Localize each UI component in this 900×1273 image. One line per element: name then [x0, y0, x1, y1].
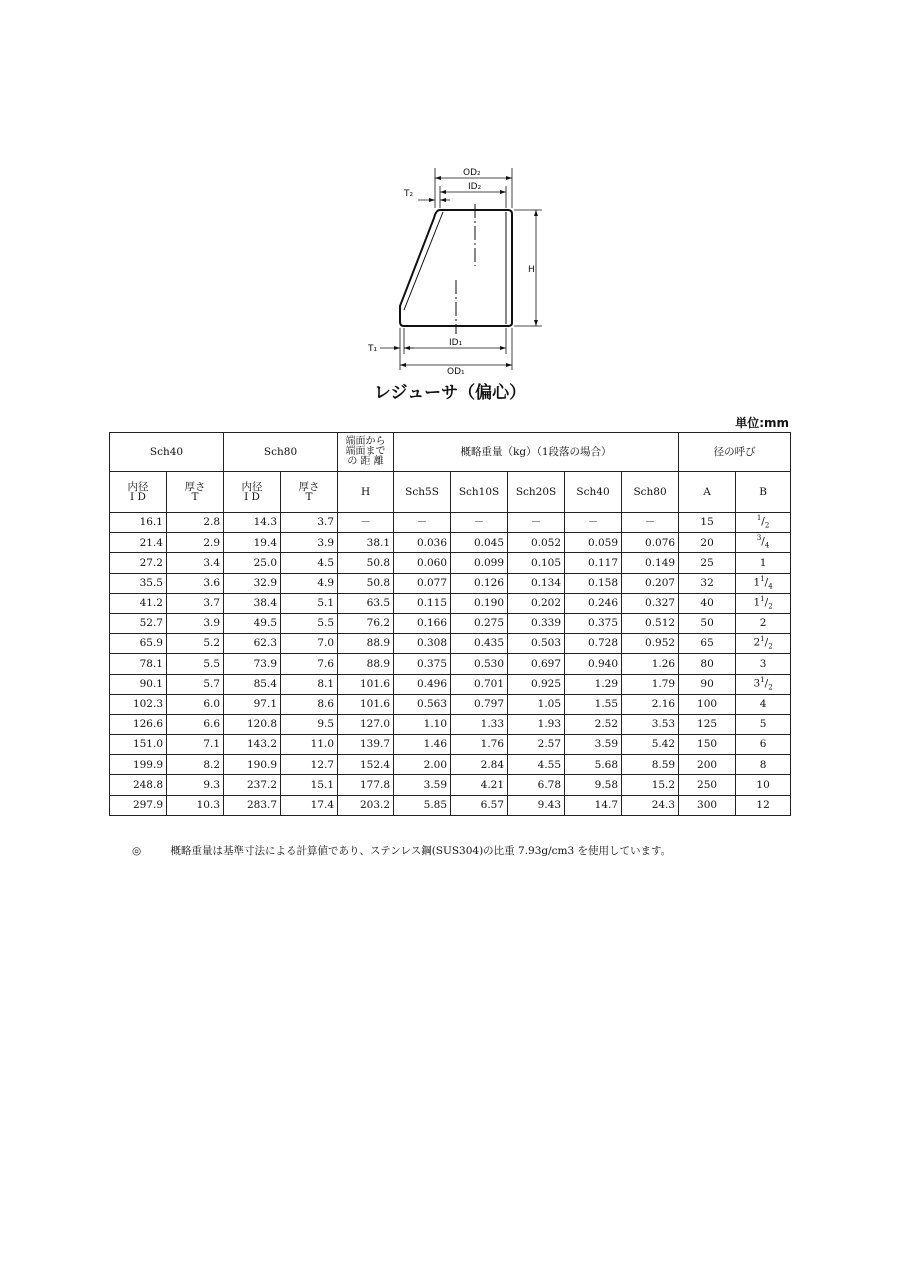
header-sch80: Sch80: [224, 433, 338, 472]
cell-weight-sch5s: 0.308: [394, 634, 451, 654]
subheader-sch20s: Sch20S: [508, 472, 565, 513]
cell-weight-sch10s: 0.099: [451, 553, 508, 573]
table-row: [110, 573, 791, 593]
subheader-id40: 内径 I D: [110, 472, 167, 513]
cell-nominal-b: 3: [736, 654, 791, 674]
cell-id-sch40: 151.0: [110, 735, 167, 755]
subheader-sch10s: Sch10S: [451, 472, 508, 513]
cell-nominal-a: 90: [679, 674, 736, 694]
unit-label: 単位:mm: [735, 416, 789, 430]
cell-id-sch40: 21.4: [110, 533, 167, 553]
cell-h: 101.6: [338, 674, 394, 694]
cell-weight-sch40: 0.059: [565, 533, 622, 553]
table-row: [110, 654, 791, 674]
cell-id-sch40: 41.2: [110, 593, 167, 613]
cell-weight-sch5s: 3.59: [394, 775, 451, 795]
cell-weight-sch40: 0.375: [565, 613, 622, 633]
table-row: [110, 613, 791, 633]
cell-weight-sch40: 1.55: [565, 694, 622, 714]
cell-weight-sch80: 0.512: [622, 613, 679, 633]
cell-id-sch80: 49.5: [224, 613, 281, 633]
cell-nominal-b: 10: [736, 775, 791, 795]
cell-nominal-a: 250: [679, 775, 736, 795]
cell-t-sch40: 6.0: [167, 694, 224, 714]
cell-weight-sch80: 1.26: [622, 654, 679, 674]
label-id1: ID₁: [449, 338, 463, 348]
label-t1: T₁: [368, 344, 378, 354]
cell-h: 88.9: [338, 634, 394, 654]
cell-nominal-a: 32: [679, 573, 736, 593]
subheader-h: H: [338, 472, 394, 513]
table-body: [110, 513, 791, 816]
cell-weight-sch10s: 0.797: [451, 694, 508, 714]
cell-h: 203.2: [338, 795, 394, 815]
cell-t-sch80: 5.1: [281, 593, 338, 613]
cell-t-sch80: 7.0: [281, 634, 338, 654]
cell-weight-sch20s: －: [508, 513, 565, 533]
cell-id-sch80: 283.7: [224, 795, 281, 815]
cell-t-sch80: 9.5: [281, 714, 338, 734]
cell-weight-sch10s: 0.701: [451, 674, 508, 694]
cell-t-sch80: 4.5: [281, 553, 338, 573]
cell-weight-sch10s: 0.530: [451, 654, 508, 674]
cell-t-sch40: 5.2: [167, 634, 224, 654]
cell-weight-sch10s: 1.33: [451, 714, 508, 734]
cell-weight-sch80: 0.207: [622, 573, 679, 593]
table-row: [110, 513, 791, 533]
cell-weight-sch10s: 0.435: [451, 634, 508, 654]
cell-t-sch80: 4.9: [281, 573, 338, 593]
note-mark: ◎: [132, 845, 142, 857]
subheader-id80: 内径 I D: [224, 472, 281, 513]
cell-nominal-a: 200: [679, 755, 736, 775]
cell-nominal-a: 25: [679, 553, 736, 573]
table-row: [110, 593, 791, 613]
subheader-t80: 厚さ T: [281, 472, 338, 513]
cell-weight-sch5s: 2.00: [394, 755, 451, 775]
reducer-diagram: [360, 158, 560, 378]
cell-t-sch40: 3.6: [167, 573, 224, 593]
cell-id-sch80: 237.2: [224, 775, 281, 795]
cell-id-sch80: 62.3: [224, 634, 281, 654]
cell-weight-sch80: 24.3: [622, 795, 679, 815]
cell-weight-sch80: 0.076: [622, 533, 679, 553]
cell-t-sch80: 3.9: [281, 533, 338, 553]
cell-weight-sch80: 0.327: [622, 593, 679, 613]
cell-weight-sch10s: 0.275: [451, 613, 508, 633]
cell-nominal-b: $3^1/_2$: [736, 674, 791, 694]
cell-id-sch40: 199.9: [110, 755, 167, 775]
cell-weight-sch20s: 9.43: [508, 795, 565, 815]
cell-t-sch80: 8.1: [281, 674, 338, 694]
table-row: [110, 553, 791, 573]
cell-nominal-a: 20: [679, 533, 736, 553]
cell-nominal-b: 12: [736, 795, 791, 815]
cell-weight-sch5s: －: [394, 513, 451, 533]
table-row: [110, 714, 791, 734]
cell-weight-sch20s: 0.503: [508, 634, 565, 654]
cell-weight-sch10s: 1.76: [451, 735, 508, 755]
cell-h: －: [338, 513, 394, 533]
cell-nominal-a: 15: [679, 513, 736, 533]
cell-weight-sch5s: 0.077: [394, 573, 451, 593]
cell-id-sch40: 27.2: [110, 553, 167, 573]
cell-weight-sch40: 14.7: [565, 795, 622, 815]
cell-nominal-b: $^1/_2$: [736, 513, 791, 533]
cell-weight-sch40: 2.52: [565, 714, 622, 734]
cell-weight-sch5s: 5.85: [394, 795, 451, 815]
table-row: [110, 795, 791, 815]
cell-id-sch40: 35.5: [110, 573, 167, 593]
cell-id-sch40: 102.3: [110, 694, 167, 714]
cell-nominal-b: 4: [736, 694, 791, 714]
cell-weight-sch20s: 2.57: [508, 735, 565, 755]
table-row: [110, 775, 791, 795]
cell-id-sch40: 126.6: [110, 714, 167, 734]
cell-nominal-b: 6: [736, 735, 791, 755]
cell-weight-sch80: 8.59: [622, 755, 679, 775]
spec-table: [109, 432, 791, 816]
cell-weight-sch20s: 0.925: [508, 674, 565, 694]
cell-t-sch80: 15.1: [281, 775, 338, 795]
subheader-sch5s: Sch5S: [394, 472, 451, 513]
cell-h: 101.6: [338, 694, 394, 714]
cell-id-sch80: 97.1: [224, 694, 281, 714]
cell-weight-sch40: 0.728: [565, 634, 622, 654]
cell-id-sch80: 19.4: [224, 533, 281, 553]
table-row: [110, 735, 791, 755]
cell-id-sch40: 90.1: [110, 674, 167, 694]
cell-weight-sch80: 0.952: [622, 634, 679, 654]
cell-weight-sch5s: 0.115: [394, 593, 451, 613]
cell-t-sch40: 8.2: [167, 755, 224, 775]
label-od1: OD₁: [447, 367, 465, 377]
cell-weight-sch40: 9.58: [565, 775, 622, 795]
cell-weight-sch10s: 0.190: [451, 593, 508, 613]
cell-t-sch80: 7.6: [281, 654, 338, 674]
subheader-a: A: [679, 472, 736, 513]
cell-h: 63.5: [338, 593, 394, 613]
cell-t-sch80: 12.7: [281, 755, 338, 775]
cell-weight-sch40: 0.117: [565, 553, 622, 573]
cell-weight-sch40: 3.59: [565, 735, 622, 755]
cell-nominal-b: $^3/_4$: [736, 533, 791, 553]
cell-h: 127.0: [338, 714, 394, 734]
cell-t-sch40: 3.7: [167, 593, 224, 613]
cell-nominal-a: 125: [679, 714, 736, 734]
table-row: [110, 674, 791, 694]
cell-weight-sch5s: 0.166: [394, 613, 451, 633]
cell-weight-sch40: 0.940: [565, 654, 622, 674]
cell-weight-sch80: 0.149: [622, 553, 679, 573]
cell-weight-sch20s: 1.93: [508, 714, 565, 734]
cell-weight-sch20s: 4.55: [508, 755, 565, 775]
cell-nominal-a: 40: [679, 593, 736, 613]
cell-weight-sch5s: 1.10: [394, 714, 451, 734]
cell-id-sch80: 32.9: [224, 573, 281, 593]
cell-id-sch40: 297.9: [110, 795, 167, 815]
cell-id-sch40: 16.1: [110, 513, 167, 533]
cell-t-sch80: 3.7: [281, 513, 338, 533]
cell-weight-sch40: 0.246: [565, 593, 622, 613]
cell-h: 76.2: [338, 613, 394, 633]
cell-weight-sch20s: 6.78: [508, 775, 565, 795]
cell-weight-sch5s: 0.060: [394, 553, 451, 573]
label-h: H: [528, 265, 535, 275]
cell-id-sch40: 52.7: [110, 613, 167, 633]
cell-t-sch80: 11.0: [281, 735, 338, 755]
cell-t-sch40: 7.1: [167, 735, 224, 755]
cell-t-sch40: 3.4: [167, 553, 224, 573]
header-weight: 概略重量（kg）（1段落の場合）: [394, 433, 679, 472]
cell-weight-sch20s: 0.697: [508, 654, 565, 674]
cell-weight-sch10s: 0.126: [451, 573, 508, 593]
cell-weight-sch40: 0.158: [565, 573, 622, 593]
label-od2: OD₂: [463, 168, 481, 178]
cell-id-sch80: 14.3: [224, 513, 281, 533]
cell-weight-sch80: 1.79: [622, 674, 679, 694]
cell-weight-sch20s: 0.052: [508, 533, 565, 553]
cell-weight-sch80: 2.16: [622, 694, 679, 714]
cell-weight-sch20s: 1.05: [508, 694, 565, 714]
cell-id-sch80: 25.0: [224, 553, 281, 573]
cell-nominal-b: 1: [736, 553, 791, 573]
cell-nominal-a: 150: [679, 735, 736, 755]
cell-h: 139.7: [338, 735, 394, 755]
cell-nominal-a: 100: [679, 694, 736, 714]
subheader-sch40-weight: Sch40: [565, 472, 622, 513]
cell-t-sch40: 6.6: [167, 714, 224, 734]
cell-weight-sch10s: 6.57: [451, 795, 508, 815]
cell-weight-sch10s: 2.84: [451, 755, 508, 775]
footnote: [132, 843, 671, 858]
cell-t-sch80: 8.6: [281, 694, 338, 714]
cell-id-sch80: 38.4: [224, 593, 281, 613]
cell-weight-sch20s: 0.339: [508, 613, 565, 633]
cell-weight-sch10s: 4.21: [451, 775, 508, 795]
cell-weight-sch5s: 0.563: [394, 694, 451, 714]
cell-nominal-a: 300: [679, 795, 736, 815]
cell-id-sch80: 143.2: [224, 735, 281, 755]
header-sch40: Sch40: [110, 433, 224, 472]
subheader-b: B: [736, 472, 791, 513]
cell-weight-sch40: 5.68: [565, 755, 622, 775]
header-h-description: 端面から 端面まで の 距 離: [338, 433, 394, 472]
cell-id-sch40: 65.9: [110, 634, 167, 654]
cell-weight-sch5s: 0.036: [394, 533, 451, 553]
cell-weight-sch10s: 0.045: [451, 533, 508, 553]
cell-weight-sch40: 1.29: [565, 674, 622, 694]
cell-weight-sch80: 3.53: [622, 714, 679, 734]
note-text: 概略重量は基準寸法による計算値であり、ステンレス鋼(SUS304)の比重 7.93g/cm3 を使用しています。: [170, 845, 672, 857]
cell-h: 38.1: [338, 533, 394, 553]
cell-t-sch40: 5.5: [167, 654, 224, 674]
cell-id-sch80: 120.8: [224, 714, 281, 734]
cell-nominal-b: $1^1/_2$: [736, 593, 791, 613]
cell-weight-sch40: －: [565, 513, 622, 533]
table-row: [110, 533, 791, 553]
cell-nominal-a: 65: [679, 634, 736, 654]
cell-t-sch40: 2.8: [167, 513, 224, 533]
cell-nominal-a: 80: [679, 654, 736, 674]
cell-nominal-b: $2^1/_2$: [736, 634, 791, 654]
cell-t-sch80: 5.5: [281, 613, 338, 633]
cell-t-sch40: 5.7: [167, 674, 224, 694]
label-id2: ID₂: [468, 182, 482, 192]
cell-nominal-a: 50: [679, 613, 736, 633]
label-t2: T₂: [404, 189, 414, 199]
cell-id-sch40: 248.8: [110, 775, 167, 795]
cell-h: 50.8: [338, 553, 394, 573]
cell-nominal-b: $1^1/_4$: [736, 573, 791, 593]
cell-weight-sch80: －: [622, 513, 679, 533]
cell-weight-sch20s: 0.202: [508, 593, 565, 613]
cell-t-sch40: 10.3: [167, 795, 224, 815]
subheader-t40: 厚さ T: [167, 472, 224, 513]
subheader-sch80-weight: Sch80: [622, 472, 679, 513]
cell-t-sch40: 2.9: [167, 533, 224, 553]
cell-nominal-b: 2: [736, 613, 791, 633]
cell-weight-sch80: 5.42: [622, 735, 679, 755]
table-row: [110, 755, 791, 775]
page-title: レジューサ（偏心）: [373, 383, 527, 403]
cell-h: 50.8: [338, 573, 394, 593]
cell-weight-sch20s: 0.105: [508, 553, 565, 573]
header-nominal: 径の呼び: [679, 433, 791, 472]
cell-h: 88.9: [338, 654, 394, 674]
cell-h: 177.8: [338, 775, 394, 795]
cell-weight-sch5s: 0.375: [394, 654, 451, 674]
table-row: [110, 634, 791, 654]
table-row: [110, 694, 791, 714]
cell-weight-sch10s: －: [451, 513, 508, 533]
cell-id-sch40: 78.1: [110, 654, 167, 674]
cell-id-sch80: 190.9: [224, 755, 281, 775]
cell-weight-sch80: 15.2: [622, 775, 679, 795]
cell-weight-sch20s: 0.134: [508, 573, 565, 593]
cell-nominal-b: 5: [736, 714, 791, 734]
cell-weight-sch5s: 0.496: [394, 674, 451, 694]
cell-id-sch80: 73.9: [224, 654, 281, 674]
cell-h: 152.4: [338, 755, 394, 775]
cell-id-sch80: 85.4: [224, 674, 281, 694]
cell-nominal-b: 8: [736, 755, 791, 775]
cell-t-sch40: 9.3: [167, 775, 224, 795]
cell-weight-sch5s: 1.46: [394, 735, 451, 755]
cell-t-sch40: 3.9: [167, 613, 224, 633]
cell-t-sch80: 17.4: [281, 795, 338, 815]
